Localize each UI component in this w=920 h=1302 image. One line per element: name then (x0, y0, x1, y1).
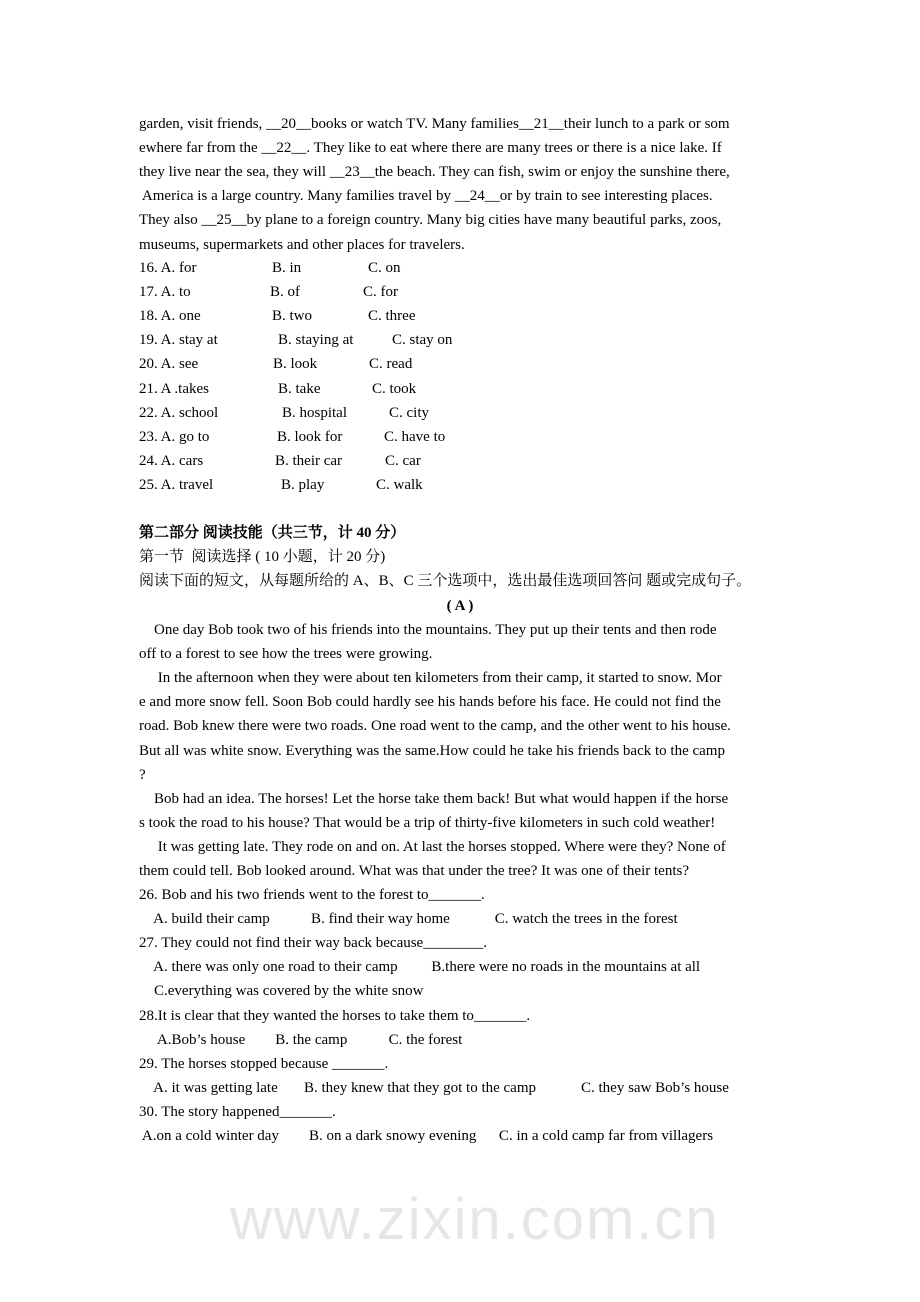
passage-line: ? (139, 766, 146, 783)
question-line: A. build their camp B. find their way home C. watch the trees in the forest (139, 911, 678, 928)
option-b: B. in (272, 260, 302, 276)
option-a: 20. A. see (139, 356, 199, 373)
question-line: 28.It is clear that they wanted the horses to take them to_______. (139, 1007, 531, 1024)
option-a: 23. A. go to (139, 428, 210, 445)
option-row (139, 256, 739, 280)
question-line: A. it was getting late B. they knew that they got to the camp C. they saw Bob’s house (139, 1079, 729, 1096)
option-b: B. look (273, 356, 318, 373)
option-b: B. their car (275, 452, 343, 469)
section-heading: 第二部分 阅读技能（共三节，计 40 分） (139, 525, 406, 541)
passage-line: e and more snow fell. Soon Bob could hardly see his hands before his face. He could not find the (139, 694, 721, 711)
option-a: 16. A. for (139, 260, 197, 276)
option-b: B. staying at (278, 332, 354, 349)
passage-line: They also __25__by plane to a foreign country. Many big cities have many beautiful parks, zoos, (139, 212, 722, 229)
option-a: 21. A .takes (139, 380, 209, 397)
question-line: A.on a cold winter day B. on a dark snowy evening C. in a cold camp far from villagers (139, 1128, 714, 1144)
passage-line: But all was white snow. Everything was the same.How could he take his friends back to the camp (139, 742, 725, 759)
option-b: B. of (270, 284, 300, 301)
option-b: B. hospital (282, 404, 348, 421)
watermark: www.zixin.com.cn (230, 1187, 720, 1252)
option-c: C. three (368, 308, 416, 325)
option-row (139, 280, 739, 304)
passage-line: Bob had an idea. The horses! Let the horse take them back! But what would happen if the horse (139, 790, 729, 807)
option-c: C. car (385, 452, 421, 469)
option-a: 17. A. to (139, 284, 191, 301)
option-b: B. look for (277, 428, 343, 445)
question-line: A.Bob’s house B. the camp C. the forest (139, 1031, 463, 1048)
option-row (139, 473, 739, 497)
option-b: B. take (278, 380, 321, 397)
passage-line: In the afternoon when they were about ten kilometers from their camp, it started to snow. Mor (139, 670, 722, 687)
option-row (139, 449, 739, 473)
passage-line: museums, supermarkets and other places for travelers. (139, 236, 465, 253)
question-line: A. there was only one road to their camp B.there were no roads in the mountains at all (139, 959, 701, 976)
option-row (139, 377, 739, 401)
option-row (139, 425, 739, 449)
passage-line: off to a forest to see how the trees were growing. (139, 646, 433, 663)
option-c: C. on (368, 260, 401, 276)
passage-line: It was getting late. They rode on and on. At last the horses stopped. Where were they? None of (139, 838, 726, 855)
option-b: B. play (281, 476, 325, 493)
option-row (139, 401, 739, 425)
option-c: C. for (363, 284, 398, 301)
subsection-heading: 第一节 阅读选择 ( 10 小题，计 20 分) (139, 549, 386, 565)
question-line: 30. The story happened_______. (139, 1103, 336, 1120)
option-a: 19. A. stay at (139, 332, 218, 349)
option-a: 18. A. one (139, 308, 201, 325)
passage-line: they live near the sea, they will __23__the beach. They can fish, swim or enjoy the sunshine there, (139, 164, 730, 181)
passage-line: them could tell. Bob looked around. What was that under the tree? It was one of their tents? (139, 863, 689, 879)
option-c: C. took (372, 380, 417, 397)
option-c: C. read (369, 356, 413, 373)
question-line: C.everything was covered by the white snow (139, 983, 424, 1000)
question-line: 29. The horses stopped because _______. (139, 1055, 389, 1072)
option-c: C. walk (376, 476, 423, 493)
option-c: C. city (389, 404, 429, 421)
question-line: 26. Bob and his two friends went to the forest to_______. (139, 887, 485, 903)
option-a: 22. A. school (139, 404, 219, 421)
option-b: B. two (272, 308, 313, 325)
instructions: 阅读下面的短文，从每题所给的 A、B、C 三个选项中，选出最佳选项回答问 题或完成句子。 (139, 573, 752, 589)
passage-line: ewhere far from the __22__. They like to eat where there are many trees or there is a nice lake. If (139, 140, 722, 157)
option-c: C. have to (384, 428, 446, 445)
option-a: 25. A. travel (139, 476, 214, 493)
question-line: 27. They could not find their way back because________. (139, 935, 487, 952)
passage-line: America is a large country. Many families travel by __24__or by train to see interesting places. (139, 188, 713, 205)
passage-line: road. Bob knew there were two roads. One road went to the camp, and the other went to his house. (139, 718, 731, 735)
option-c: C. stay on (392, 332, 453, 349)
passage-line: s took the road to his house? That would be a trip of thirty-five kilometers in such cold weather! (139, 814, 716, 831)
passage-label: ( A ) (446, 598, 474, 614)
passage-line: One day Bob took two of his friends into the mountains. They put up their tents and then rode (139, 622, 717, 638)
option-row (139, 304, 739, 328)
option-row (139, 352, 739, 376)
passage-line: garden, visit friends, __20__books or watch TV. Many families__21__their lunch to a park or som (139, 116, 730, 132)
option-a: 24. A. cars (139, 452, 204, 469)
option-row (139, 328, 739, 352)
